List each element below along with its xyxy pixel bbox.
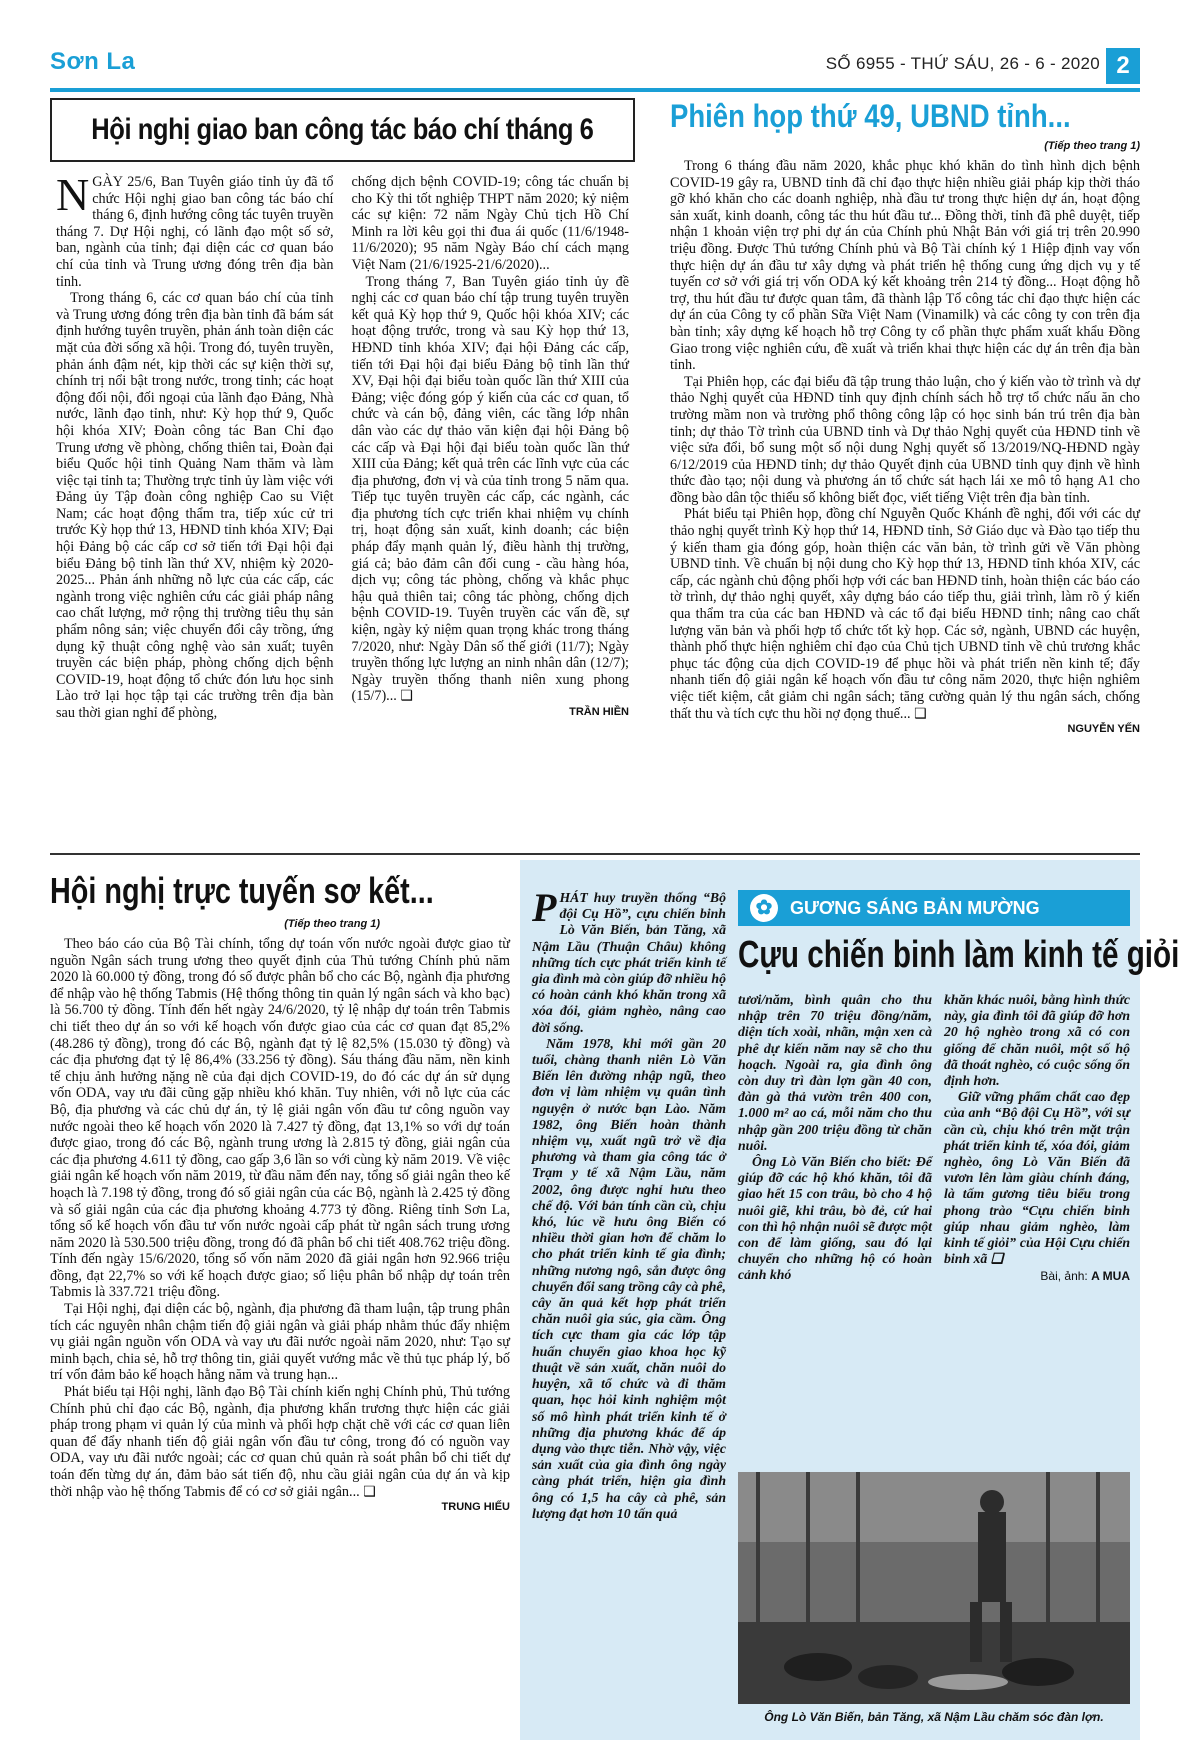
paragraph: Phát biểu tại Phiên họp, đồng chí Nguyễn Quốc Khánh đề nghị, đối với các dự thảo nghị quyết trình Kỳ họp thứ 14, HĐND tỉnh, Sở Giáo dục và Đào tạo tiếp thu ý kiến tham gia đóng góp, hoàn thiện các văn bản, tờ trình gửi về Văn phòng UBND tỉnh. Về chuẩn bị nội dung cho Kỳ họp thứ 13, HĐND tỉnh khóa XIV, các cấp, các ngành chủ động phối hợp với các ban HĐND tỉnh, hoàn thiện các báo cáo tờ trình, dự thảo nghị quyết, xây dựng báo cáo tiếp thu, giải trình, làm rõ ý kiến qua thẩm tra của các ban HĐND và các tổ đại biểu HĐND tỉnh; nâng cao chất lượng văn bản và phối hợp tổ chức tốt kỳ họp. Các sở, ngành, UBND các huyện, thành phố thực hiện nghiêm chỉ đạo của Chủ tịch UBND tỉnh về chủ trương khắc phục tác động của dịch COVID-19 để phục hồi và phát triển nền kinh tế; đẩy nhanh tiến độ giải ngân kế hoạch vốn đầu tư công năm 2020, thực hiện nghiêm việc tiết kiệm, cắt giảm chi ngân sách; tăng cường quản lý thu ngân sách, chống thất thu và tích cực thu hồi nợ đọng thuế... ❑ (670, 506, 1140, 722)
photo-illustration (738, 1472, 1130, 1704)
header-rule (50, 88, 1140, 92)
continued-note: (Tiếp theo trang 1) (1044, 140, 1140, 152)
article-title: Phiên họp thứ 49, UBND tỉnh... (670, 98, 1071, 134)
article-title-box (50, 98, 635, 162)
page-number: 2 (1106, 48, 1140, 84)
paragraph: Ông Lò Văn Biến cho biết: Để giúp đỡ các hộ khó khăn, tôi đã giao hết 15 con trâu, bò cho 4 hộ nuôi giẽ, khi trâu, bò đẻ, cứ hai con thì hộ nhận nuôi sẽ được một con để làm giống, sau đó lại chuyển cho những hộ có hoàn cảnh khó (738, 1154, 932, 1283)
article-column (738, 992, 932, 1284)
dropcap: P (532, 885, 557, 930)
paragraph: NGÀY 25/6, Ban Tuyên giáo tỉnh ủy đã tổ chức Hội nghị giao ban công tác báo chí tháng 6, định hướng công tác tuyên truyền tháng 7. Dự Hội nghị, có lãnh đạo một số sở, ban, ngành của tỉnh; đại diện các cơ quan báo chí của tỉnh và Trung ương đóng trên địa bàn tỉnh. (56, 169, 334, 290)
paragraph: Năm 1978, khi mới gần 20 tuổi, chàng thanh niên Lò Văn Biến lên đường nhập ngũ, theo đơn vị làm nhiệm vụ quân tình nguyện ở nước bạn Lào. Năm 1982, ông Biến hoàn thành nhiệm vụ, xuất ngũ trở về địa phương và tham gia công tác ở Trạm y tế xã Nậm Lầu, năm 2002, ông được nghỉ hưu theo chế độ. Với bản tính cần cù, chịu khó, lúc về hưu ông Biến có nhiều thời gian hơn để chăm lo cho phát triển kinh tế gia đình; những nương ngô, sắn được ông chuyển đổi sang trồng cây cà phê, cây ăn quả kết hợp phát triển chăn nuôi gia súc, gia cầm. Ông tích cực tham gia các lớp tập huấn chuyển giao khoa học kỹ thuật về sản xuất, chăn nuôi do huyện, xã tổ chức và đi thăm quan, học hỏi kinh nghiệm một số mô hình phát triển kinh tế ở những địa phương khác để áp dụng vào thực tiễn. Nhờ vậy, việc sản xuất của gia đình ông ngày càng phát triển, hiện gia đình ông có 1,5 ha cây cà phê, sản lượng đạt hơn 10 tấn quả (532, 1035, 726, 1521)
article-column (532, 885, 726, 1522)
article-veteran-feature (520, 860, 1180, 1740)
article-photo (738, 1472, 1130, 1704)
paragraph: Tại Phiên họp, các đại biểu đã tập trung thảo luận, cho ý kiến vào tờ trình và dự thảo Nghị quyết của HĐND tỉnh quy định chính sách hỗ trợ tổ chức nấu ăn cho trường mầm non và trường phổ thông công lập có học sinh bán trú trên địa bàn tỉnh; dự thảo Tờ trình của UBND tỉnh và Dự thảo Nghị quyết của HĐND tỉnh về việc sửa đổi, bổ sung một số nội dung Nghị quyết số 13/2019/NQ-HĐND ngày 6/12/2019 của HĐND tỉnh; dự thảo Quyết định của UBND tỉnh quy định về hình thức đào tạo; nội dung và phương án tổ chức sát hạch lái xe mô tô hạng A1 cho đồng bào dân tộc thiểu số không biết đọc, viết tiếng Việt trên địa bàn tỉnh. (670, 373, 1140, 506)
byline: TRẦN HIỀN (569, 706, 629, 718)
paragraph: Trong tháng 7, Ban Tuyên giáo tỉnh ủy đề nghị các cơ quan báo chí tập trung tuyên truyền kết quả Kỳ họp thứ 9, Quốc hội khóa XIV; các hoạt động trước, trong và sau Kỳ họp thứ 13, HĐND tỉnh khóa XIV; đại hội Đảng các cấp, tiến tới Đại hội đại biểu Đảng bộ tỉnh lần thứ XV, Đại hội đại biểu toàn quốc lần thứ XIII của Đảng; việc đóng góp ý kiến của các cơ quan, tổ chức và cán bộ, đảng viên, các tầng lớp nhân dân vào các dự thảo văn kiện đại hội Đảng bộ các cấp và Đại hội đại biểu toàn quốc lần thứ XIII của Đảng; kết quả trên các lĩnh vực của các địa phương, đơn vị và của tỉnh trong 5 năm qua. Tiếp tục tuyên truyền các cấp, các ngành, các địa phương tích cực triển khai nhiệm vụ chính trị, hoạt động sản xuất, kinh doanh; các biện pháp đẩy mạnh quản lý, điều hành thị trường, giá cả; bảo đảm cân đối cung - cầu hàng hóa, dịch vụ; công tác phòng, chống và khắc phục hậu quả thiên tai; công tác phòng, chống dịch bệnh COVID-19. Tuyên truyền các vấn đề, sự kiện, ngày kỷ niệm quan trọng khác trong tháng 7/2020, như: Ngày Dân số thế giới (11/7); Ngày truyền thống lực lượng an ninh nhân dân (12/7); Ngày truyền thống thanh niên xung phong (15/7)... ❑ (351, 273, 629, 705)
article-column (352, 174, 630, 722)
paragraph: khăn khác nuôi, bằng hình thức này, gia đình tôi đã giúp đỡ hơn 20 hộ nghèo trong xã có con giống để chăn nuôi, một số hộ đã thoát nghèo, có cuộc sống ổn định hơn. (944, 992, 1130, 1089)
section-name: Sơn La (50, 48, 136, 75)
article-title: Hội nghị trực tuyến sơ kết... (50, 870, 434, 911)
section-divider (50, 853, 1140, 855)
article-column (944, 992, 1130, 1283)
article-column (56, 169, 334, 722)
flower-icon: ✿ (750, 894, 778, 922)
paragraph: tươi/năm, bình quân cho thu nhập trên 70 triệu đồng/năm, diện tích xoài, nhãn, mận xen cà phê dự kiến năm nay sẽ cho thu hoạch. Ngoài ra, gia đình ông còn duy trì đàn lợn gần 40 con, đàn gà thả vườn trên 400 con, 1.000 m² ao cá, mỗi năm cho thu nhập gần 200 triệu đồng từ chăn nuôi. (738, 992, 932, 1153)
article-press-meeting (50, 98, 635, 850)
article-title: Hội nghị giao ban công tác báo chí tháng 6 (91, 113, 594, 146)
issue-line: SỐ 6955 - THỨ SÁU, 26 - 6 - 2020 (825, 54, 1100, 73)
byline: TRUNG HIẾU (441, 1501, 510, 1514)
paragraph: Tại Hội nghị, đại diện các bộ, ngành, địa phương đã tham luận, tập trung phân tích các nguyên nhân chậm tiến độ giải ngân và giải pháp nhằm thúc đẩy nhiệm vụ giải ngân nguồn vốn ODA và vay ưu đãi nước ngoài năm 2020, như: Tạo sự minh bạch, chia sẻ, hỗ trợ thông tin, giải quyết vướng mắc về thủ tục pháp lý, bố trí vốn đảm bảo kế hoạch hằng năm và trung hạn... (50, 1301, 510, 1384)
paragraph: Phát biểu tại Hội nghị, lãnh đạo Bộ Tài chính kiến nghị Chính phủ, Thủ tướng Chính phủ chỉ đạo các Bộ, ngành, địa phương khẩn trương thực hiện các giải pháp trong phạm vi quản lý của mình và phối hợp chặt chẽ với các cơ quan liên quan để đẩy nhanh tiến độ giải ngân vốn đầu tư công, trong đó có nguồn vay ODA, vay ưu đãi nước ngoài; các cơ quan chủ quản rà soát phân bổ chi tiết dự toán đến từng dự án, đảm bảo sát tiến độ, nhu cầu giải ngân của dự án và kịp thời nhập vào hệ thống Tabmis để có cơ sở giải ngân... ❑ (50, 1384, 510, 1500)
paragraph: Trong 6 tháng đầu năm 2020, khắc phục khó khăn do tình hình dịch bệnh COVID-19 gây ra, UBND tỉnh đã chỉ đạo thực hiện nhiều giải pháp kịp thời tháo gỡ khó khăn cho các doanh nghiệp, nhà đầu tư trong thực hiện dự án, hoạt động sản xuất, kinh doanh, công tác thu hút đầu tư... Đồng thời, tỉnh đã phê duyệt, tiếp nhận 1 khoản viện trợ phi dự án của Chính phủ Nhật Bản với giá trị trên 20.990 triệu đồng. Được Thủ tướng Chính phủ và Bộ Tài chính ký 1 Hiệp định vay vốn thực hiện dự án đầu tư xây dựng và phát triển hệ thống cung ứng dịch vụ y tế tuyến cơ sở với giá trị vốn ODA ký kết khoảng trên 214 tỷ đồng... Hoạt động hỗ trợ, thu hút đầu tư được quan tâm, đã thành lập Tổ công tác chỉ đạo thực hiện các dự án của Công ty cổ phần Sữa Việt Nam (Vinamilk) và các công ty con trên địa bàn tỉnh; xây dựng kế hoạch hỗ trợ Công ty cổ phần thực phẩm xuất khẩu Đồng Giao trong việc nghiên cứu, đề xuất và triển khai thực hiện các dự án trên địa bàn tỉnh. (670, 158, 1140, 374)
page-header (50, 48, 1140, 88)
dropcap: N (56, 169, 90, 220)
paragraph: Theo báo cáo của Bộ Tài chính, tổng dự toán vốn nước ngoài được giao từ nguồn Ngân sách trung ương theo quyết định của Thủ tướng Chính phủ năm 2020 là 60.000 tỷ đồng, trong đó số được phân bổ cho các Bộ, ngành địa phương để nhập vào hệ thống Tabmis (Hệ thống thông tin quản lý ngân sách và kho bạc) là 56.700 tỷ đồng. Tính đến hết ngày 24/6/2020, tỷ lệ nhập dự toán trên Tabmis chi tiết theo dự án so với kế hoạch vốn được giao của các cơ quan đạt 85,2% (48.286 tỷ đồng), trong đó các Bộ, ngành đạt tỷ lệ 82,5% (15.030 tỷ đồng) và các địa phương đạt tỷ lệ 86,4% (33.256 tỷ đồng). Sáu tháng đầu năm, nền kinh tế chịu ảnh hưởng nặng nề của đại dịch COVID-19, do đó các dự án sử dụng vốn ODA, vay ưu đãi cũng gặp nhiều khó khăn. Tuy nhiên, với nỗ lực của các Bộ, địa phương và các chủ dự án, tỷ lệ giải ngân vốn đầu tư công nguồn vay nước ngoài theo kế hoạch vốn 2020 là 7.427 tỷ đồng, đạt 13,1% so với dự toán được giao, trong đó các Bộ, ngành trung ương là 2.815 tỷ đồng, giải ngân của các địa phương 4.611 tỷ đồng, cao gấp 3,6 lần so với cùng kỳ năm 2019. Về việc giải ngân kế hoạch vốn năm 2019, từ đầu năm đến nay, tổng số giải ngân theo kế hoạch là 7.198 tỷ đồng, trong đó số giải ngân của các Bộ, ngành là 2.425 tỷ đồng và số giải ngân của các địa phương khoảng 4.773 tỷ đồng. Riêng tỉnh Sơn La, tổng số kế hoạch vốn đầu tư vốn nước ngoài cấp phát từ ngân sách trung ương năm 2020 là 530.500 triệu đồng, trong đó đã phân bổ chi tiết 408.762 triệu đồng. Tính đến ngày 15/6/2020, tổng số vốn năm 2020 đã giải ngân hơn 92.966 triệu đồng, đạt 22,7% so với kế hoạch được giao; số liệu phân bổ nhập dự toán trên Tabmis là 337.721 triệu đồng. (50, 936, 510, 1301)
banner-label: GƯƠNG SÁNG BẢN MƯỜNG (790, 898, 1040, 918)
photo-caption: Ông Lò Văn Biến, bản Tăng, xã Nậm Lầu chăm sóc đàn lợn. (764, 1710, 1104, 1724)
paragraph: Trong tháng 6, các cơ quan báo chí của tỉnh và Trung ương đóng trên địa bàn tỉnh đã bám sát định hướng tuyên truyền, phản ánh toàn diện các mặt của đời sống xã hội. Trong đó, tuyên truyền, phản ánh đậm nét, kịp thời các sự kiện thời sự, chính trị nổi bật trong nước, trong tỉnh; các hoạt động đối nội, đối ngoại của lãnh đạo Đảng, Nhà nước, lãnh đạo tỉnh, như: Kỳ họp thứ 9, Quốc hội khóa XIV; Đoàn công tác Ban Chỉ đạo Trung ương về phòng, chống thiên tai, Đoàn đại biểu Quốc hội tỉnh Quảng Nam thăm và làm việc tại tỉnh ta; Thường trực tỉnh ủy làm việc với Đảng ủy Tập đoàn công nghiệp Cao su Việt Nam; các hoạt động thẩm tra, tiếp xúc cử tri trước Kỳ họp thứ 13, HĐND tỉnh khóa XIV; Đại hội Đảng bộ các cấp cơ sở tiến tới Đại hội đại biểu Đảng bộ tỉnh lần thứ XV, nhiệm kỳ 2020-2025... Phản ánh những nỗ lực của các cấp, các ngành trong việc nghiên cứu các giải pháp nâng cao chất lượng, mở rộng thị trường tiêu thụ sản phẩm nông sản; việc chuyển đổi cây trồng, ứng dụng kỹ thuật công nghệ vào sản xuất; tuyên truyền các biện pháp, phòng chống dịch bệnh COVID-19, hoạt động tổ chức đón lưu học sinh Lào trở lại học tập tại các trường trên địa bàn sau thời gian nghỉ để phòng, (56, 290, 334, 721)
paragraph: Giữ vững phẩm chất cao đẹp của anh “Bộ đội Cụ Hồ”, với sự cần cù, chịu khó trên mặt trận phát triển kinh tế, xóa đói, giảm nghèo, ông Lò Văn Biến đã vươn lên làm giàu chính đáng, là tấm gương tiêu biểu trong phong trào “Cựu chiến binh giúp nhau giảm nghèo, làm kinh tế giỏi” của Hội Cựu chiến binh xã ❑ (944, 1089, 1130, 1267)
continued-note: (Tiếp theo trang 1) (284, 918, 380, 930)
credit: Bài, ảnh: A MUA (1040, 1269, 1130, 1284)
feature-banner (738, 890, 1130, 926)
article-ubnd-session (670, 98, 1140, 850)
article-online-conference (50, 870, 510, 1730)
paragraph: PHÁT huy truyền thống “Bộ đội Cụ Hồ”, cựu chiến binh Lò Văn Biến, bản Tăng, xã Nậm Lầu (Thuận Châu) không những tích cực phát triển kinh tế gia đình mà còn giúp đỡ nhiều hộ có hoàn cảnh khó khăn trong xã xóa đói, giảm nghèo, nâng cao đời sống. (532, 885, 726, 1035)
article-title: Cựu chiến binh làm kinh tế giỏi (738, 934, 1180, 976)
byline: NGUYỄN YẾN (1067, 723, 1140, 736)
paragraph: chống dịch bệnh COVID-19; công tác chuẩn bị cho Kỳ thi tốt nghiệp THPT năm 2020; kỷ niệm các sự kiện: 72 năm Ngày Chủ tịch Hồ Chí Minh ra lời kêu gọi thi đua ái quốc (11/6/1948-11/6/2020); 95 năm Ngày Báo chí cách mạng Việt Nam (21/6/1925-21/6/2020)... (351, 174, 629, 273)
